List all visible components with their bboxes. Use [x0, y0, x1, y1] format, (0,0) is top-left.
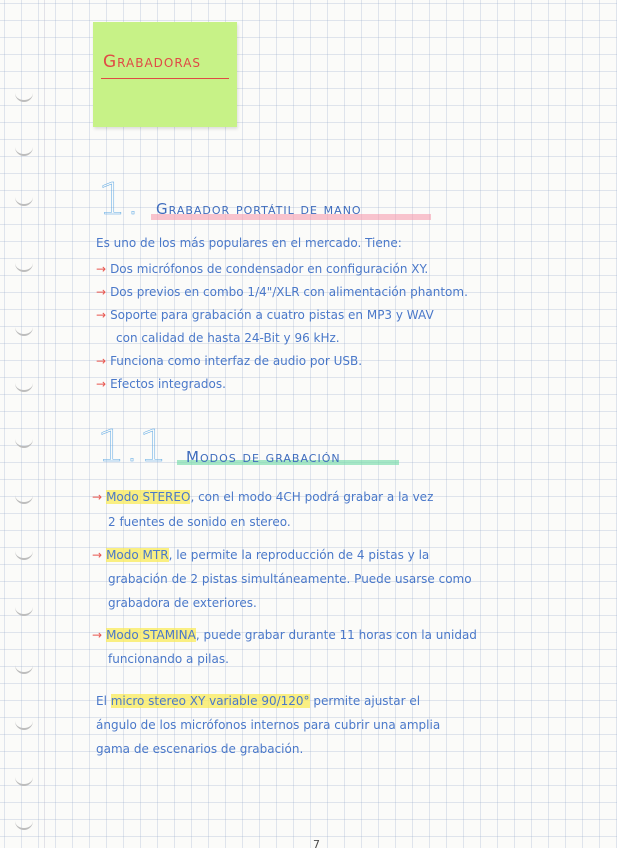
margin-line	[44, 0, 45, 848]
ring-hole	[15, 92, 33, 102]
arrow-icon: →	[96, 308, 107, 322]
closing-text: ángulo de los micrófonos internos para cubrir una amplia	[96, 718, 441, 732]
mode-description: grabación de 2 pistas simultáneamente. Puede usarse como	[108, 572, 472, 586]
ring-hole	[15, 438, 33, 448]
section-number: 1.	[98, 174, 140, 225]
sticky-note-underline	[101, 78, 229, 79]
ring-hole	[15, 550, 33, 560]
closing-paragraph-line	[96, 694, 420, 708]
section-title: Modos de grabación	[186, 448, 341, 466]
section-intro-text: Es uno de los más populares en el mercado. Tiene:	[96, 236, 402, 250]
ring-hole	[15, 262, 33, 272]
mode-description: , puede grabar durante 11 horas con la unidad	[195, 628, 477, 642]
ring-hole	[15, 196, 33, 206]
ring-hole	[15, 720, 33, 730]
list-item	[96, 354, 362, 368]
ring-hole	[15, 146, 33, 156]
mode-description: grabadora de exteriores.	[108, 596, 257, 610]
mode-item	[92, 548, 429, 562]
list-item-text: Dos previos en combo 1/4"/XLR con alimentación phantom.	[110, 285, 468, 299]
list-item-text: Efectos integrados.	[110, 377, 226, 391]
section-number: 1.1	[97, 421, 167, 472]
arrow-icon: →	[96, 377, 107, 391]
mode-description: , le permite la reproducción de 4 pistas y la	[168, 548, 430, 562]
list-item	[96, 285, 468, 299]
ring-hole	[15, 382, 33, 392]
mode-description: 2 fuentes de sonido en stereo.	[108, 515, 291, 529]
arrow-icon: →	[92, 628, 103, 642]
list-item	[96, 308, 434, 322]
list-item-text: Dos micrófonos de condensador en configuración XY.	[110, 262, 429, 276]
arrow-icon: →	[92, 490, 103, 504]
list-item-text: Soporte para grabación a cuatro pistas en MP3 y WAV	[110, 308, 434, 322]
closing-text: permite ajustar el	[309, 694, 421, 708]
closing-paragraph-line	[96, 742, 303, 756]
list-item	[96, 262, 428, 276]
list-item	[96, 377, 226, 391]
mode-name: Modo MTR	[106, 548, 169, 562]
mode-item	[92, 628, 477, 642]
mode-name: Modo STEREO	[106, 490, 191, 504]
sticky-note	[93, 22, 237, 127]
mode-description: , con el modo 4CH podrá grabar a la vez	[190, 490, 434, 504]
ring-hole	[15, 664, 33, 674]
ring-hole	[15, 776, 33, 786]
ring-hole	[15, 326, 33, 336]
list-item-text: con calidad de hasta 24-Bit y 96 kHz.	[116, 331, 340, 345]
mode-item-continuation	[108, 515, 291, 529]
section-intro	[96, 236, 402, 250]
mode-item	[92, 490, 433, 504]
mode-description: funcionando a pilas.	[108, 652, 229, 666]
list-item-continuation	[116, 331, 340, 345]
page-number: 7	[313, 838, 320, 848]
closing-text: gama de escenarios de grabación.	[96, 742, 304, 756]
section-title: Grabador portátil de mano	[156, 200, 362, 218]
mode-item-continuation	[108, 596, 257, 610]
mode-name: Modo STAMINA	[106, 628, 196, 642]
closing-highlight: micro stereo XY variable 90/120°	[110, 694, 310, 708]
sticky-note-title: Grabadoras	[103, 52, 202, 72]
mode-item-continuation	[108, 572, 472, 586]
closing-text: El	[96, 694, 111, 708]
mode-item-continuation	[108, 652, 229, 666]
closing-paragraph-line	[96, 718, 440, 732]
ring-hole	[15, 494, 33, 504]
arrow-icon: →	[92, 548, 103, 562]
list-item-text: Funciona como interfaz de audio por USB.	[110, 354, 363, 368]
arrow-icon: →	[96, 354, 107, 368]
arrow-icon: →	[96, 262, 107, 276]
ring-hole	[15, 606, 33, 616]
ring-hole	[15, 820, 33, 830]
arrow-icon: →	[96, 285, 107, 299]
